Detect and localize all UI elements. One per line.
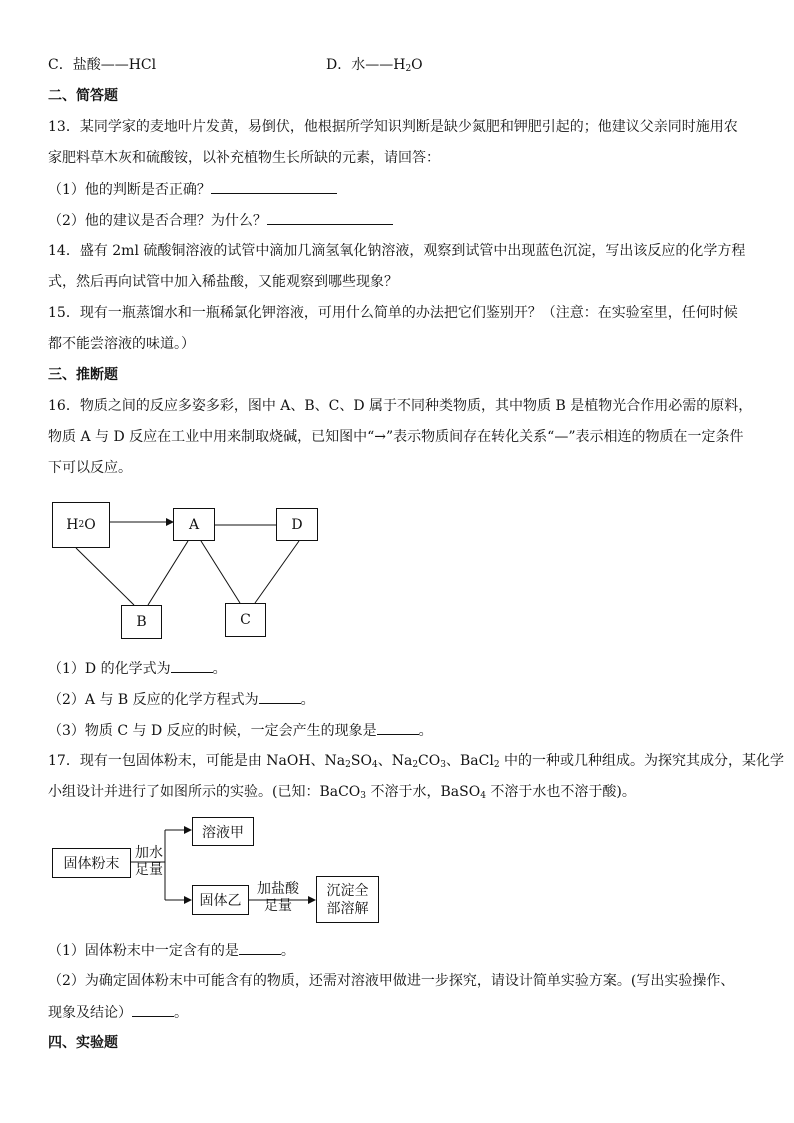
flow-solution-a: 溶液甲 [192, 817, 254, 846]
q16-part3: （3）物质 C 与 D 反应的时候，一定会产生的现象是 。 [48, 720, 433, 741]
q17-part2: （2）为确定固体粉末中可能含有的物质，还需对溶液甲做进一步探究，请设计简单实验方案。(写出实验操作、 [48, 973, 735, 989]
answer-blank[interactable] [377, 720, 419, 735]
node-h2o: H 2 O [52, 502, 110, 548]
link-d-c [255, 541, 299, 603]
q16-line2: 物质 A 与 D 反应在工业中用来制取烧碱，已知图中“→”表示物质间存在转化关系“—”表示相连的物质在一定条件 [48, 429, 744, 445]
section-heading-experiment: 四、实验题 [48, 1035, 118, 1051]
q13-line1: 13．某同学家的麦地叶片发黄，易倒伏，他根据所学知识判断是缺少氮肥和钾肥引起的；他建议父亲同时施用农 [48, 119, 738, 135]
link-a-c [201, 541, 240, 603]
q13-part2: （2）他的建议是否合理？为什么？ [48, 210, 393, 231]
node-a: A [173, 508, 215, 541]
q15-line1: 15．现有一瓶蒸馏水和一瓶稀氯化钾溶液，可用什么简单的办法把它们鉴别开？（注意：在实验室里，任何时候 [48, 305, 738, 321]
q16-part1: （1）D 的化学式为 。 [48, 658, 227, 679]
answer-blank[interactable] [171, 658, 213, 673]
q14-line2: 式，然后再向试管中加入稀盐酸，又能观察到哪些现象？ [48, 274, 398, 290]
q17-line1: 17．现有一包固体粉末，可能是由 NaOH、$Na_2SO_4$、$Na_2CO_3$、BaCl$_2$ 中的一种或几种组成。为探究其成分，某化学 [48, 753, 784, 770]
section-heading-short-answer: 二、简答题 [48, 88, 118, 104]
answer-blank[interactable] [239, 940, 281, 955]
link-h2o-b [76, 548, 134, 605]
flow-result: 沉淀全 部溶解 [316, 876, 379, 923]
answer-blank[interactable] [259, 689, 301, 704]
flow-solid-b: 固体乙 [192, 885, 249, 915]
node-d: D [276, 508, 318, 541]
q17-part1: （1）固体粉末中一定含有的是 。 [48, 940, 295, 961]
q16-part2: （2）A 与 B 反应的化学方程式为 。 [48, 689, 315, 710]
q13-line2: 家肥料草木灰和硫酸铵，以补充植物生长所缺的元素，请回答： [48, 150, 440, 166]
q16-line1: 16．物质之间的反应多姿多彩，图中 A、B、C、D 属于不同种类物质，其中物质 B 是植物光合作用必需的原料， [48, 398, 753, 414]
q17-line2: 小组设计并进行了如图所示的实验。(已知：BaCO$_3$ 不溶于水，BaSO$_4$ 不溶于水也不溶于酸)。 [48, 784, 636, 801]
flow-label-add-acid: 加盐酸 足量 [257, 881, 299, 914]
q14-line1: 14．盛有 2ml 硫酸铜溶液的试管中滴加几滴氢氧化钠溶液，观察到试管中出现蓝色沉淀，写出该反应的化学方程 [48, 243, 746, 259]
node-c: C [225, 603, 266, 637]
answer-blank[interactable] [132, 1002, 174, 1017]
option-c: C．盐酸——HCl [48, 57, 157, 73]
link-a-b [148, 541, 188, 605]
q16-line3: 下可以反应。 [48, 460, 132, 476]
flow-label-add-water: 加水 足量 [135, 845, 163, 878]
section-heading-inference: 三、推断题 [48, 367, 118, 383]
flow-solid-powder: 固体粉末 [52, 848, 131, 878]
q15-line2: 都不能尝溶液的味道。） [48, 336, 195, 352]
option-d: D．水$——H_2O$ [326, 57, 423, 74]
node-b: B [121, 605, 162, 639]
q13-part1: （1）他的判断是否正确？ [48, 179, 337, 200]
q17-part2-cont: 现象及结论） 。 [48, 1002, 188, 1023]
